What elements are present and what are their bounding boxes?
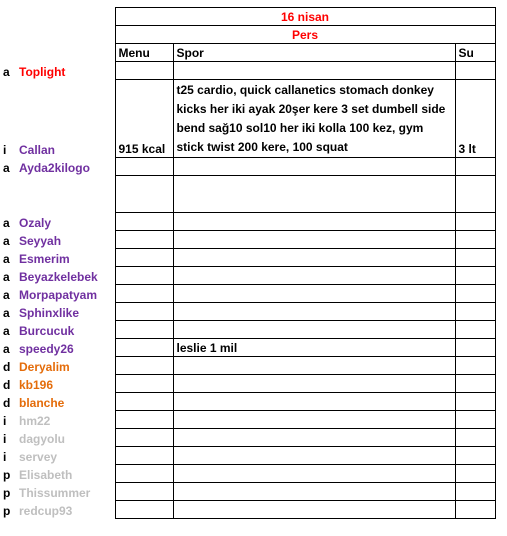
spor-cell bbox=[173, 321, 455, 339]
menu-cell bbox=[115, 465, 173, 483]
spor-cell bbox=[173, 249, 455, 267]
menu-cell bbox=[115, 158, 173, 176]
spor-cell bbox=[173, 357, 455, 375]
table-row bbox=[0, 375, 495, 393]
table-row bbox=[0, 321, 495, 339]
table-row bbox=[0, 357, 495, 375]
spor-cell bbox=[173, 267, 455, 285]
status-letter: a bbox=[3, 233, 10, 248]
status-letter: a bbox=[3, 160, 10, 175]
status-letter: a bbox=[3, 287, 10, 302]
su-cell bbox=[455, 393, 495, 411]
status-letter: a bbox=[3, 323, 10, 338]
menu-cell bbox=[115, 231, 173, 249]
member-name: Ayda2kilogo bbox=[19, 160, 90, 175]
status-letter: p bbox=[3, 503, 11, 518]
su-cell bbox=[455, 62, 495, 80]
spor-cell bbox=[173, 447, 455, 465]
table-row bbox=[0, 80, 495, 158]
status-letter: a bbox=[3, 215, 10, 230]
corner-cell bbox=[0, 26, 16, 44]
su-cell bbox=[455, 158, 495, 176]
status-letter: p bbox=[3, 485, 11, 500]
table-row bbox=[0, 393, 495, 411]
su-cell bbox=[455, 357, 495, 375]
spor-cell bbox=[173, 62, 455, 80]
su-cell bbox=[455, 375, 495, 393]
member-name: blanche bbox=[19, 395, 65, 410]
status-letter: p bbox=[3, 467, 11, 482]
status-letter: i bbox=[3, 431, 7, 446]
table-row bbox=[0, 501, 495, 519]
status-letter: a bbox=[3, 341, 10, 356]
su-cell bbox=[455, 303, 495, 321]
member-name: redcup93 bbox=[19, 503, 73, 518]
member-name: Toplight bbox=[19, 64, 66, 79]
menu-cell bbox=[115, 447, 173, 465]
member-name: Ozaly bbox=[19, 215, 52, 230]
menu-cell bbox=[115, 303, 173, 321]
member-name: Deryalim bbox=[19, 359, 70, 374]
table-row bbox=[0, 483, 495, 501]
table-row bbox=[0, 339, 495, 357]
menu-cell bbox=[115, 339, 173, 357]
header-row-day bbox=[0, 26, 495, 44]
su-cell bbox=[455, 465, 495, 483]
spor-cell bbox=[173, 158, 455, 176]
status-letter: i bbox=[3, 449, 7, 464]
blank-cell bbox=[16, 176, 115, 213]
status-letter: d bbox=[3, 395, 11, 410]
day-header: Pers bbox=[115, 26, 495, 44]
spor-cell bbox=[173, 465, 455, 483]
su-cell bbox=[455, 231, 495, 249]
status-letter: i bbox=[3, 413, 7, 428]
menu-cell bbox=[115, 62, 173, 80]
menu-cell bbox=[115, 213, 173, 231]
su-cell bbox=[455, 339, 495, 357]
menu-cell bbox=[115, 357, 173, 375]
spor-cell bbox=[173, 375, 455, 393]
table-row bbox=[0, 213, 495, 231]
status-letter: a bbox=[3, 251, 10, 266]
corner-cell bbox=[0, 8, 16, 26]
blank-cell bbox=[173, 176, 455, 213]
status-letter: d bbox=[3, 377, 11, 392]
member-name: Burcucuk bbox=[19, 323, 75, 338]
column-header-menu: Menu bbox=[115, 44, 173, 62]
member-name: Seyyah bbox=[19, 233, 62, 248]
column-header-su: Su bbox=[455, 44, 495, 62]
table-row bbox=[0, 303, 495, 321]
menu-cell bbox=[115, 267, 173, 285]
member-name: servey bbox=[19, 449, 58, 464]
spor-cell bbox=[173, 483, 455, 501]
member-name: speedy26 bbox=[19, 341, 74, 356]
spor-cell bbox=[173, 501, 455, 519]
spor-cell bbox=[173, 411, 455, 429]
table-row bbox=[0, 267, 495, 285]
member-name: Esmerim bbox=[19, 251, 70, 266]
su-cell bbox=[455, 447, 495, 465]
spor-cell bbox=[173, 429, 455, 447]
corner-cell bbox=[16, 8, 115, 26]
header-row-date bbox=[0, 8, 495, 26]
member-name: Morpapatyam bbox=[19, 287, 98, 302]
table-row bbox=[0, 465, 495, 483]
status-letter: a bbox=[3, 64, 10, 79]
su-cell bbox=[455, 213, 495, 231]
su-cell bbox=[455, 249, 495, 267]
menu-cell bbox=[115, 375, 173, 393]
menu-cell bbox=[115, 429, 173, 447]
table-row bbox=[0, 62, 495, 80]
member-name: Thissummer bbox=[19, 485, 91, 500]
member-name: dagyolu bbox=[19, 431, 66, 446]
table-row bbox=[0, 249, 495, 267]
member-name: Beyazkelebek bbox=[19, 269, 98, 284]
spor-cell: t25 cardio, quick callanetics stomach donkey kicks her iki ayak 20şer kere 3 set dumbell side bend sağ10 sol10 her iki kolla 100 kez, gym stick twist 200 kere, 100 squat bbox=[173, 80, 455, 158]
corner-cell bbox=[0, 44, 16, 62]
member-name: Elisabeth bbox=[19, 467, 73, 482]
column-header-row bbox=[0, 44, 495, 62]
spor-cell bbox=[173, 303, 455, 321]
spor-cell: leslie 1 mil bbox=[173, 339, 455, 357]
blank-row bbox=[0, 176, 495, 213]
status-letter: i bbox=[3, 142, 7, 157]
status-letter: a bbox=[3, 305, 10, 320]
table-row bbox=[0, 231, 495, 249]
tracker-table bbox=[0, 7, 496, 519]
su-cell bbox=[455, 267, 495, 285]
table-row bbox=[0, 285, 495, 303]
spor-cell bbox=[173, 231, 455, 249]
menu-cell bbox=[115, 411, 173, 429]
member-name: Callan bbox=[19, 142, 56, 157]
menu-cell bbox=[115, 285, 173, 303]
status-letter: a bbox=[3, 269, 10, 284]
su-cell: 3 lt bbox=[455, 80, 495, 158]
spor-cell bbox=[173, 285, 455, 303]
status-letter: d bbox=[3, 359, 11, 374]
menu-cell: 915 kcal bbox=[115, 80, 173, 158]
menu-cell bbox=[115, 249, 173, 267]
spor-cell bbox=[173, 213, 455, 231]
corner-cell bbox=[16, 44, 115, 62]
su-cell bbox=[455, 321, 495, 339]
su-cell bbox=[455, 429, 495, 447]
su-cell bbox=[455, 483, 495, 501]
menu-cell bbox=[115, 501, 173, 519]
su-cell bbox=[455, 285, 495, 303]
menu-cell bbox=[115, 321, 173, 339]
table-row bbox=[0, 429, 495, 447]
table-row bbox=[0, 158, 495, 176]
su-cell bbox=[455, 501, 495, 519]
corner-cell bbox=[16, 26, 115, 44]
su-cell bbox=[455, 411, 495, 429]
table-row bbox=[0, 411, 495, 429]
member-name: Sphinxlike bbox=[19, 305, 80, 320]
table-row bbox=[0, 447, 495, 465]
date-header: 16 nisan bbox=[115, 8, 495, 26]
spor-cell bbox=[173, 393, 455, 411]
member-name: hm22 bbox=[19, 413, 51, 428]
member-name: kb196 bbox=[19, 377, 54, 392]
menu-cell bbox=[115, 393, 173, 411]
column-header-spor: Spor bbox=[173, 44, 455, 62]
menu-cell bbox=[115, 483, 173, 501]
blank-cell bbox=[455, 176, 495, 213]
blank-cell bbox=[115, 176, 173, 213]
blank-cell bbox=[0, 176, 16, 213]
